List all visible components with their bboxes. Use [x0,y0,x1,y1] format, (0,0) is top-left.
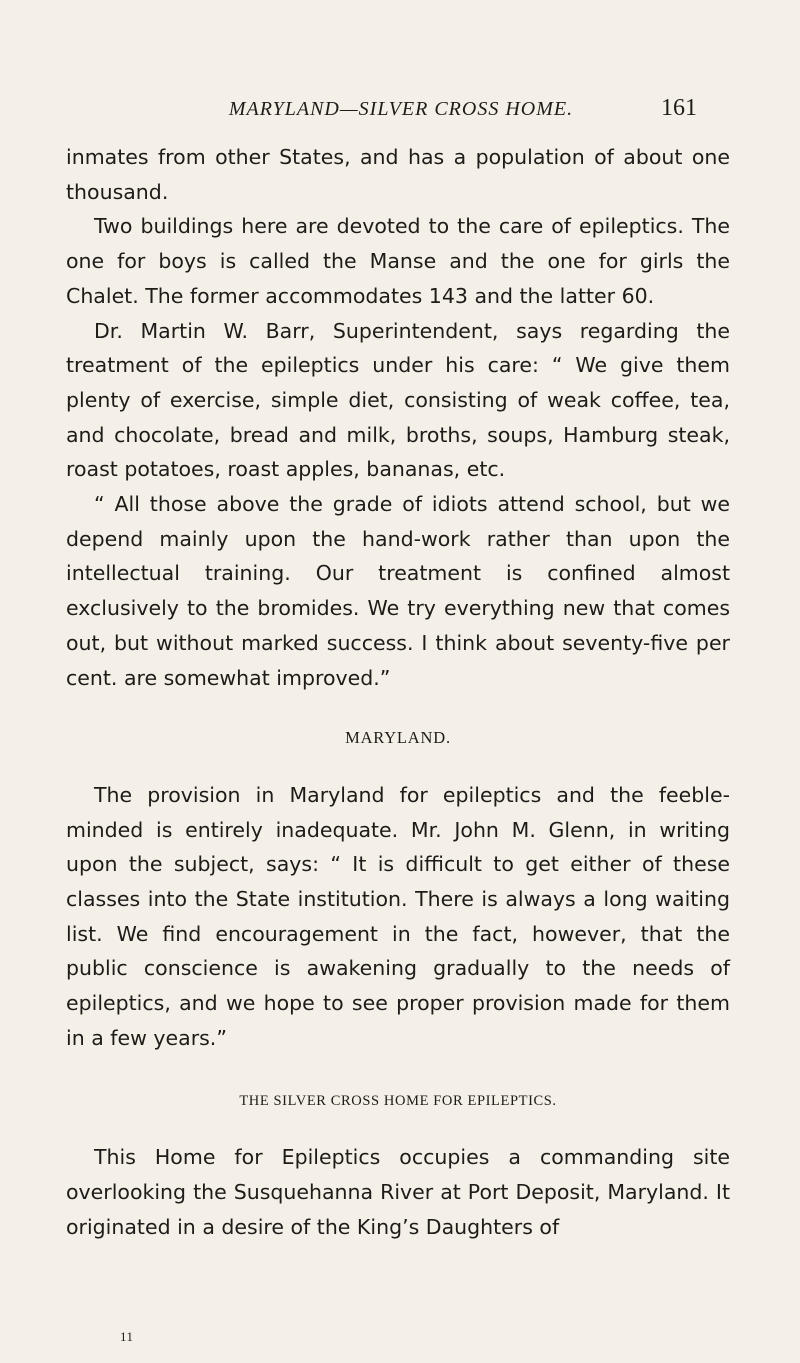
page-number: 161 [661,95,697,121]
paragraph-silver-cross: This Home for Epileptics occupies a commanding site overlooking the Susquehanna River at Port Deposit, Maryland. It originated in a desire of the King’s Daughters of [66,1145,730,1239]
paragraph-school-quote: “ All those above the grade of idiots attend school, but we depend mainly upon the hand-work rather than upon the intellectual training. Our treatment is confined almost exclusively to the bromides. We try everything new that comes out, but without marked success. I think about seventy-five per cent. are somewhat improved.” [66,492,730,690]
section-heading-silver-cross: THE SILVER CROSS HOME FOR EPILEPTICS. [239,1092,557,1109]
running-title: MARYLAND—SILVER CROSS HOME. [228,98,574,120]
paragraph-buildings: Two buildings here are devoted to the care of epileptics. The one for boys is called the Manse and the one for girls the Chalet. The former accommodates 143 and the latter 60. [66,214,730,308]
paragraph-barr-quote: Dr. Martin W. Barr, Superintendent, says regarding the treatment of the epileptics under his care: “ We give them plenty of exercise, simple diet, consisting of weak coffee, tea, and chocolate, bread and milk, broths, soups, Hamburg steak, roast potatoes, roast apples, bananas, etc. [66,318,730,482]
paragraph-continuation: inmates from other States, and has a population of about one thousand. [66,145,730,204]
signature-mark: 11 [120,1329,134,1344]
section-heading-maryland: MARYLAND. [345,728,451,748]
paragraph-maryland-provision: The provision in Maryland for epileptics and the feeble-minded is entirely inadequate. Mr. John M. Glenn, in writing upon the subject, says: “ It is difficult to get either of these classes into the State institution. There is always a long waiting list. We find encouragement in the fact, however, that the public conscience is awakening gradually to the needs of epileptics, and we hope to see proper provision made for them in a few years.” [66,782,730,1050]
page-body [66,140,730,1244]
